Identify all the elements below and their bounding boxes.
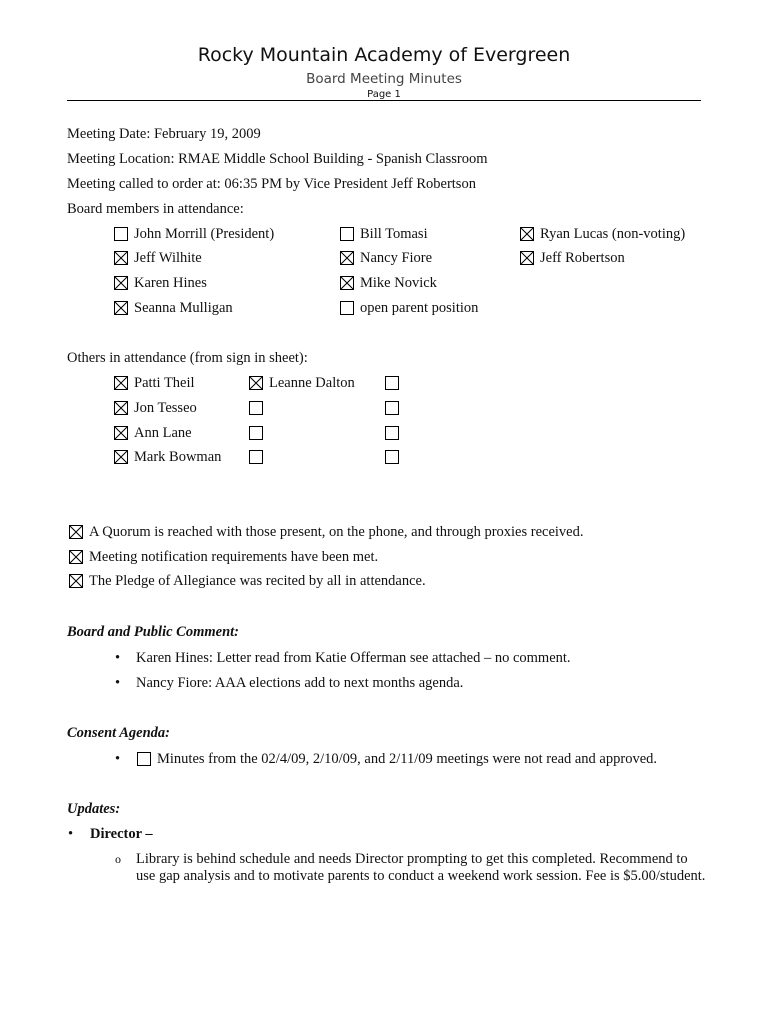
attendee-checkbox[interactable] xyxy=(114,401,128,415)
board-member-name: Jeff Wilhite xyxy=(134,250,202,266)
board-member-checkbox[interactable] xyxy=(114,276,128,290)
minutes-approved-checkbox[interactable] xyxy=(137,752,151,766)
attendee-checkbox[interactable] xyxy=(385,426,399,440)
board-members-heading: Board members in attendance: xyxy=(67,201,244,217)
quorum-checkbox[interactable] xyxy=(69,525,83,539)
public-comment-item: Karen Hines: Letter read from Katie Offerman see attached – no comment. xyxy=(136,650,571,666)
director-label: Director – xyxy=(90,826,153,842)
board-member-checkbox[interactable] xyxy=(114,251,128,265)
attendee-checkbox[interactable] xyxy=(114,376,128,390)
board-member-checkbox[interactable] xyxy=(340,301,354,315)
updates-heading: Updates: xyxy=(67,801,121,817)
notification-text: Meeting notification requirements have been met. xyxy=(89,549,379,565)
attendee-checkbox[interactable] xyxy=(385,376,399,390)
board-member-name: Nancy Fiore xyxy=(360,250,433,266)
public-comment-item: Nancy Fiore: AAA elections add to next months agenda. xyxy=(136,675,464,691)
sub-bullet: o xyxy=(115,852,121,866)
director-update-item: Library is behind schedule and needs Director prompting to get this completed. Recommend to use gap analysis and to motivate parents to conduct a weekend work session. Fee is $5.00/student. xyxy=(136,851,706,884)
board-member-name: open parent position xyxy=(360,300,479,316)
others-heading: Others in attendance (from sign in sheet): xyxy=(67,350,308,366)
board-member-checkbox[interactable] xyxy=(340,251,354,265)
quorum-text: A Quorum is reached with those present, on the phone, and through proxies received. xyxy=(89,524,584,540)
notification-checkbox[interactable] xyxy=(69,550,83,564)
attendee-name: Patti Theil xyxy=(134,375,195,391)
document-title: Rocky Mountain Academy of Evergreen xyxy=(197,44,571,66)
attendee-name: Jon Tesseo xyxy=(134,400,197,416)
attendee-name: Leanne Dalton xyxy=(269,375,355,391)
minutes-approved-text: Minutes from the 02/4/09, 2/10/09, and 2/11/09 meetings were not read and approved. xyxy=(157,751,658,767)
board-member-checkbox[interactable] xyxy=(114,301,128,315)
attendee-checkbox[interactable] xyxy=(249,450,263,464)
board-member-checkbox[interactable] xyxy=(340,227,354,241)
meeting-location: Meeting Location: RMAE Middle School Building - Spanish Classroom xyxy=(67,151,488,167)
meeting-date: Meeting Date: February 19, 2009 xyxy=(67,126,261,142)
board-member-name: Bill Tomasi xyxy=(360,226,428,242)
board-member-checkbox[interactable] xyxy=(114,227,128,241)
page-number: Page 1 xyxy=(367,89,401,100)
board-member-name: Jeff Robertson xyxy=(540,250,625,266)
attendee-checkbox[interactable] xyxy=(385,450,399,464)
attendee-name: Ann Lane xyxy=(134,425,192,441)
attendee-checkbox[interactable] xyxy=(249,401,263,415)
attendee-name: Mark Bowman xyxy=(134,449,222,465)
board-member-checkbox[interactable] xyxy=(520,227,534,241)
board-member-name: Mike Novick xyxy=(360,275,437,291)
public-comment-heading: Board and Public Comment: xyxy=(67,624,240,640)
board-member-name: John Morrill (President) xyxy=(134,226,275,242)
board-member-name: Seanna Mulligan xyxy=(134,300,233,316)
board-member-checkbox[interactable] xyxy=(340,276,354,290)
attendee-checkbox[interactable] xyxy=(385,401,399,415)
board-member-name: Ryan Lucas (non-voting) xyxy=(540,226,686,242)
bullet: • xyxy=(115,650,121,666)
attendee-checkbox[interactable] xyxy=(114,450,128,464)
board-member-name: Karen Hines xyxy=(134,275,207,291)
bullet: • xyxy=(115,751,121,767)
attendee-checkbox[interactable] xyxy=(249,376,263,390)
attendee-checkbox[interactable] xyxy=(249,426,263,440)
attendee-checkbox[interactable] xyxy=(114,426,128,440)
header-divider xyxy=(67,100,701,101)
board-member-checkbox[interactable] xyxy=(520,251,534,265)
document-subtitle: Board Meeting Minutes xyxy=(306,71,462,87)
pledge-checkbox[interactable] xyxy=(69,574,83,588)
bullet: • xyxy=(68,826,74,842)
consent-agenda-heading: Consent Agenda: xyxy=(67,725,170,741)
bullet: • xyxy=(115,675,121,691)
pledge-text: The Pledge of Allegiance was recited by all in attendance. xyxy=(89,573,426,589)
meeting-called-to-order: Meeting called to order at: 06:35 PM by Vice President Jeff Robertson xyxy=(67,176,476,192)
